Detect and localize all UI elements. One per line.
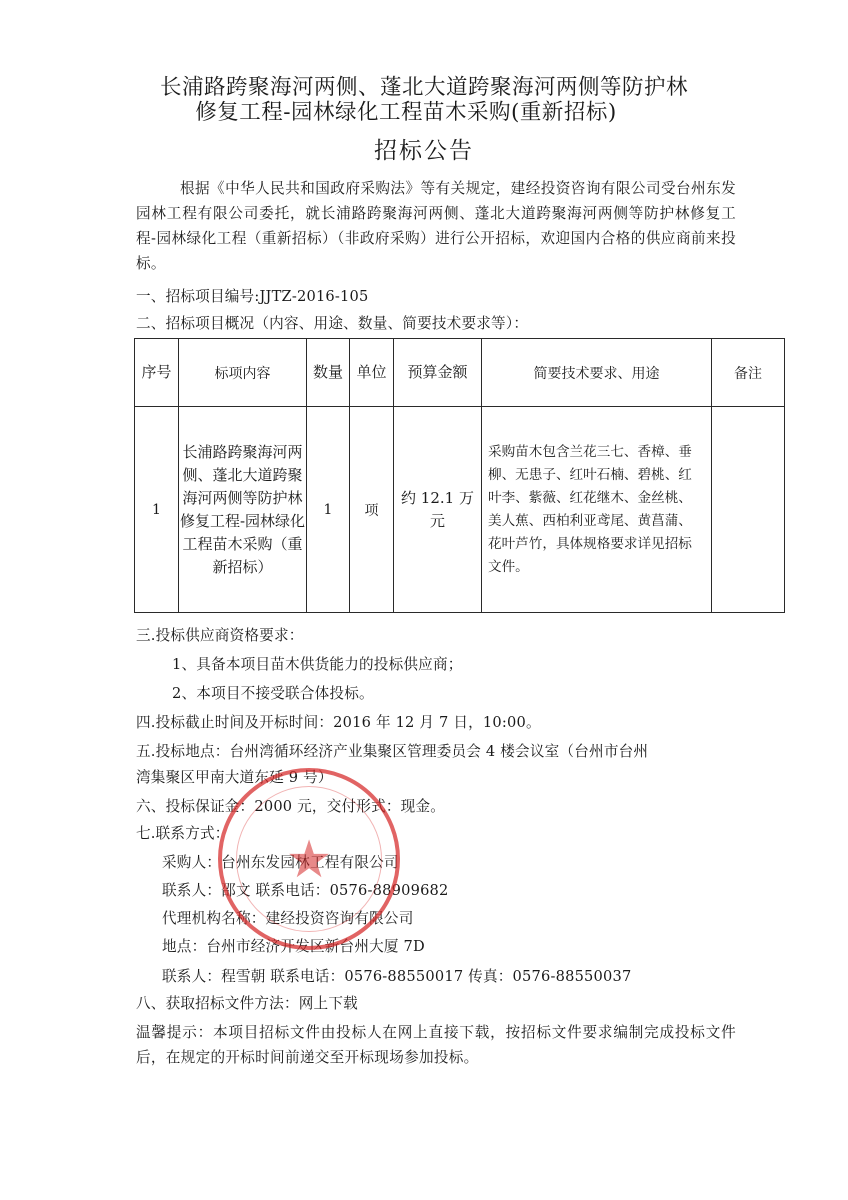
contact-person-2: 联系人：程雪朝 联系电话：0576-88550017 传真：0576-88550037 — [162, 968, 632, 985]
section-project-number: 一、招标项目编号:JJTZ-2016-105 — [136, 288, 369, 305]
contact-address: 地点：台州市经济开发区新台州大厦 7D — [162, 938, 425, 955]
qualification-item: 2、本项目不接受联合体投标。 — [172, 685, 374, 702]
bid-items-table — [134, 338, 785, 613]
header-content: 标项内容 — [179, 339, 307, 407]
header-qty: 数量 — [307, 339, 350, 407]
cell-qty: 1 — [307, 407, 350, 613]
header-remarks: 备注 — [712, 339, 785, 407]
header-seq: 序号 — [135, 339, 179, 407]
document-title-line2: 修复工程-园林绿化工程苗木采购(重新招标) — [195, 100, 617, 125]
section-document-access: 八、获取招标文件方法：网上下载 — [136, 995, 358, 1012]
contact-agency: 代理机构名称：建经投资咨询有限公司 — [162, 910, 414, 927]
cell-seq: 1 — [135, 407, 179, 613]
header-requirements: 简要技术要求、用途 — [482, 339, 712, 407]
qualification-item: 1、具备本项目苗木供货能力的投标供应商； — [172, 656, 463, 673]
cell-budget: 约 12.1 万元 — [394, 407, 482, 613]
section-project-overview: 二、招标项目概况（内容、用途、数量、简要技术要求等）： — [136, 315, 529, 332]
section-contacts: 七.联系方式： — [136, 825, 230, 842]
table-header-row — [135, 339, 785, 407]
section-deadline: 四.投标截止时间及开标时间：2016 年 12 月 7 日，10:00。 — [136, 714, 541, 731]
section-qualifications: 三.投标供应商资格要求： — [136, 627, 304, 644]
section-location: 五.投标地点：台州湾循环经济产业集聚区管理委员会 4 楼会议室（台州市台州 — [136, 743, 649, 760]
notice-paragraph: 温馨提示：本项目招标文件由投标人在网上直接下载，按招标文件要求编制完成投标文件后，在规定的开标时间前递交至开标现场参加投标。 — [136, 1024, 736, 1066]
header-budget: 预算金额 — [394, 339, 482, 407]
document-subtitle: 招标公告 — [374, 138, 474, 164]
table-row — [135, 407, 785, 613]
cell-content: 长浦路跨聚海河两侧、蓬北大道跨聚海河两侧等防护林修复工程-园林绿化工程苗木采购（重新招标） — [179, 407, 307, 613]
contact-purchaser: 采购人：台州东发园林工程有限公司 — [162, 854, 399, 871]
intro-paragraph: 根据《中华人民共和国政府采购法》等有关规定，建经投资咨询有限公司受台州东发园林工程有限公司委托，就长浦路跨聚海河两侧、蓬北大道跨聚海河两侧等防护林修复工程-园林绿化工程（重新招标）（非政府采购）进行公开招标，欢迎国内合格的供应商前来投标。 — [136, 180, 736, 272]
cell-unit: 项 — [350, 407, 394, 613]
cell-requirements: 采购苗木包含兰花三七、香樟、垂柳、无患子、红叶石楠、碧桃、红叶李、紫薇、红花继木、金丝桃、美人蕉、西柏利亚鸢尾、黄菖蒲、花叶芦竹，具体规格要求详见招标文件。 — [482, 407, 712, 613]
seal-star-icon: ★ — [285, 830, 333, 890]
contact-person-1: 联系人：邵文 联系电话：0576-88909682 — [162, 882, 449, 899]
company-seal-stamp — [218, 768, 400, 950]
section-location-continued: 湾集聚区甲南大道东延 9 号） — [136, 769, 333, 786]
header-unit: 单位 — [350, 339, 394, 407]
cell-remarks — [712, 407, 785, 613]
section-deposit: 六、投标保证金：2000 元，交付形式：现金。 — [136, 798, 446, 815]
document-title-line1: 长浦路跨聚海河两侧、蓬北大道跨聚海河两侧等防护林 — [159, 75, 688, 100]
